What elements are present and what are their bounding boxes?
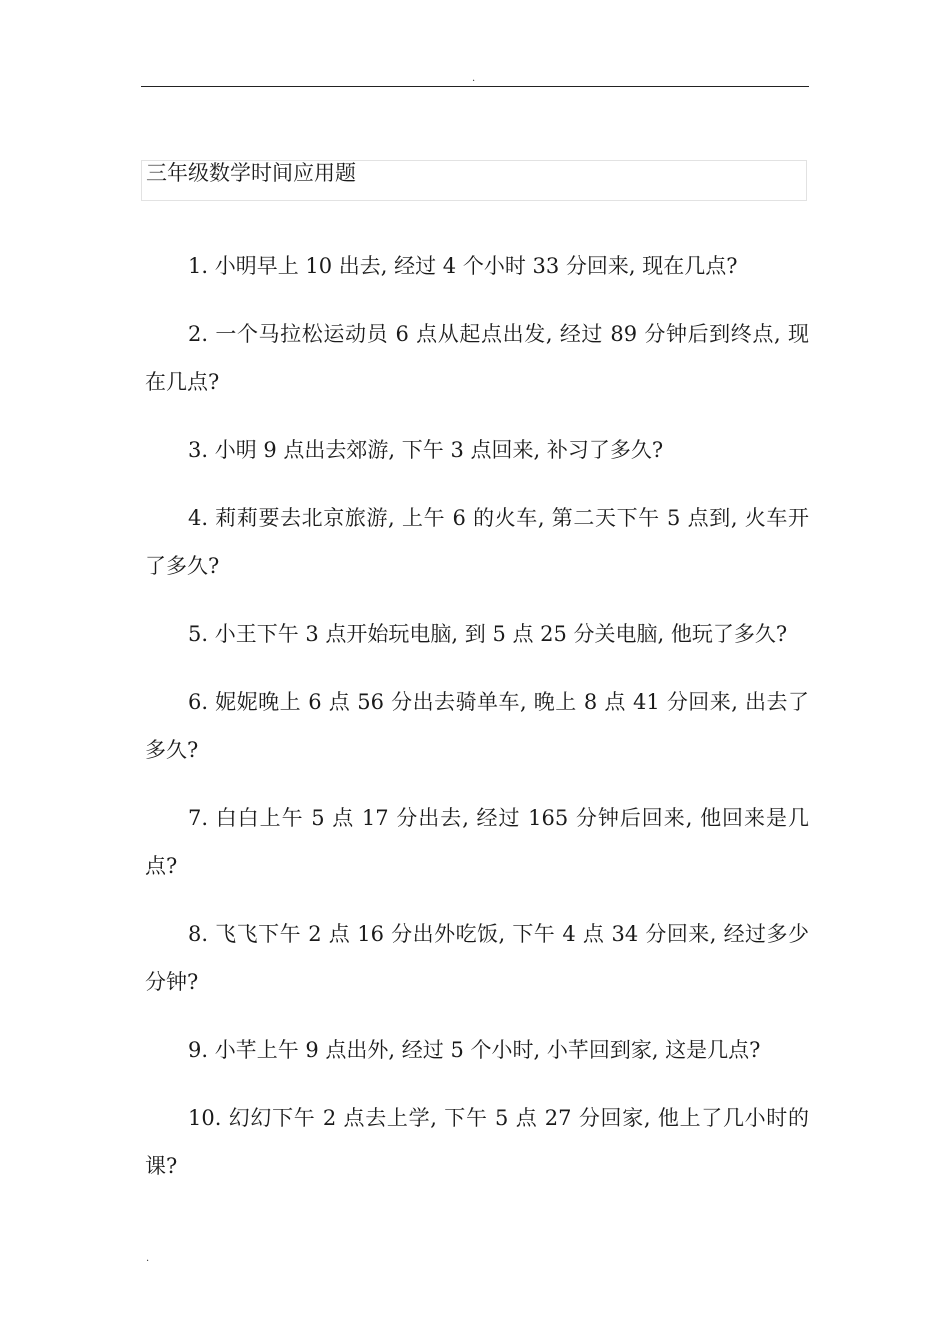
question-item: 6. 妮妮晚上 6 点 56 分出去骑单车, 晚上 8 点 41 分回来, 出去了多久? (145, 690, 809, 762)
question-item: 3. 小明 9 点出去郊游, 下午 3 点回来, 补习了多久? (188, 438, 664, 462)
question-item: 1. 小明早上 10 出去, 经过 4 个小时 33 分回来, 现在几点? (188, 254, 738, 278)
title-box (141, 160, 807, 201)
question-item: 4. 莉莉要去北京旅游, 上午 6 的火车, 第二天下午 5 点到, 火车开了多久? (145, 506, 809, 578)
question-list (145, 242, 809, 1210)
header-rule (141, 86, 809, 87)
question-item: 2. 一个马拉松运动员 6 点从起点出发, 经过 89 分钟后到终点, 现在几点? (145, 322, 809, 394)
page-title: 三年级数学时间应用题 (146, 161, 356, 185)
footer-mark: . (146, 1253, 150, 1264)
question-item: 8. 飞飞下午 2 点 16 分出外吃饭, 下午 4 点 34 分回来, 经过多少分钟? (145, 922, 809, 994)
question-item: 7. 白白上午 5 点 17 分出去, 经过 165 分钟后回来, 他回来是几点? (145, 806, 809, 878)
question-item: 5. 小王下午 3 点开始玩电脑, 到 5 点 25 分关电脑, 他玩了多久? (188, 622, 788, 646)
question-item: 10. 幻幻下午 2 点去上学, 下午 5 点 27 分回家, 他上了几小时的课? (145, 1106, 809, 1178)
question-item: 9. 小芊上午 9 点出外, 经过 5 个小时, 小芊回到家, 这是几点? (188, 1038, 761, 1062)
header-mark: . (472, 73, 476, 84)
